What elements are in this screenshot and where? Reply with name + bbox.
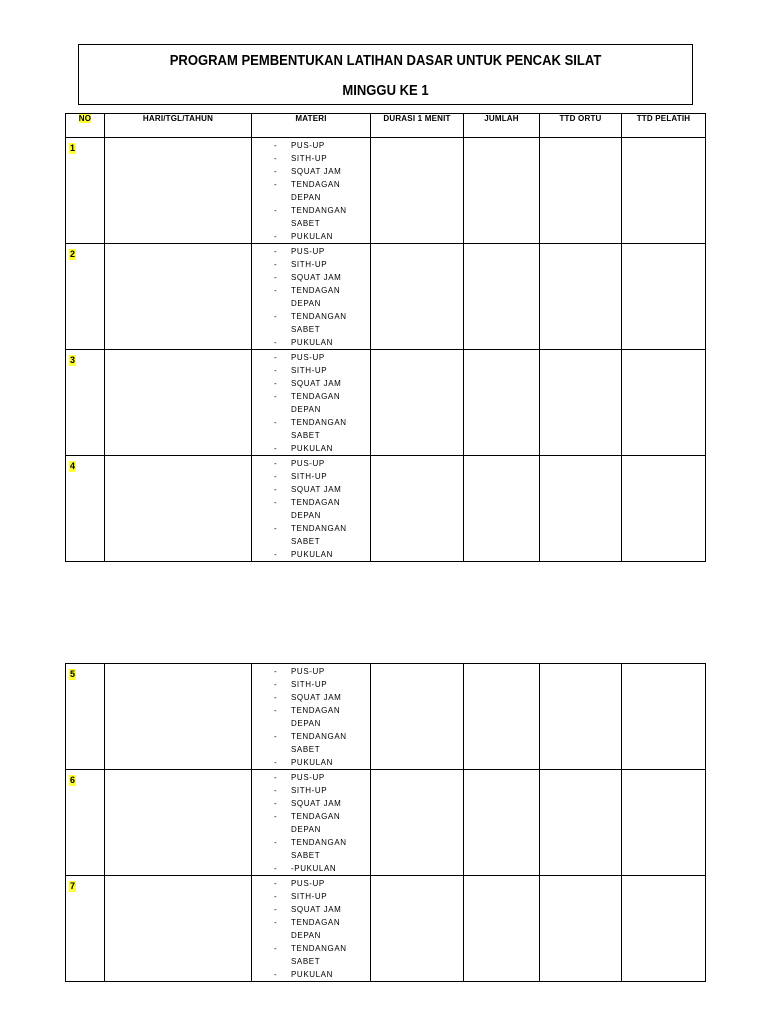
materi-item [252, 258, 351, 271]
cell-date[interactable] [105, 244, 252, 350]
materi-label: TENDAGAN DEPAN [291, 180, 341, 202]
materi-label: SITH-UP [291, 366, 328, 375]
list-dash: - [274, 773, 278, 782]
materi-item [252, 691, 351, 704]
row-number: 4 [70, 461, 76, 471]
materi-item [252, 284, 351, 310]
materi-item [252, 470, 351, 483]
cell-ttd-ortu[interactable] [540, 770, 622, 876]
page-title: PROGRAM PEMBENTUKAN LATIHAN DASAR UNTUK PENCAK SILAT [169, 53, 602, 69]
list-dash: - [274, 680, 278, 689]
materi-item [252, 836, 351, 862]
materi-item [252, 810, 351, 836]
list-dash: - [274, 498, 278, 507]
materi-label: PUKULAN [291, 758, 333, 767]
materi-label: PUKULAN [291, 338, 333, 347]
materi-item [252, 756, 351, 769]
materi-item [252, 416, 351, 442]
cell-date[interactable] [105, 456, 252, 562]
materi-label: PUS-UP [291, 353, 325, 362]
materi-item [252, 204, 351, 230]
list-dash: - [274, 472, 278, 481]
cell-ttd-pelatih[interactable] [622, 664, 706, 770]
materi-item [252, 522, 351, 548]
list-dash: - [274, 786, 278, 795]
row-number: 2 [70, 249, 76, 259]
table-row [66, 244, 706, 350]
materi-item [252, 245, 351, 258]
table-row [66, 350, 706, 456]
cell-no [66, 876, 105, 982]
materi-label: TENDANGAN SABET [291, 944, 347, 966]
list-dash: - [274, 260, 278, 269]
list-dash: - [274, 312, 278, 321]
cell-durasi[interactable] [371, 244, 464, 350]
cell-date[interactable] [105, 770, 252, 876]
materi-item [252, 968, 351, 981]
cell-date[interactable] [105, 664, 252, 770]
cell-date[interactable] [105, 138, 252, 244]
table-header-row [66, 114, 706, 138]
cell-ttd-pelatih[interactable] [622, 456, 706, 562]
cell-materi [252, 664, 371, 770]
materi-label: PUS-UP [291, 773, 325, 782]
list-dash: - [274, 418, 278, 427]
cell-durasi[interactable] [371, 456, 464, 562]
materi-item [252, 916, 351, 942]
list-dash: - [274, 970, 278, 979]
materi-label: PUS-UP [291, 667, 325, 676]
materi-label: PUS-UP [291, 459, 325, 468]
cell-no [66, 244, 105, 350]
week-subtitle: MINGGU KE 1 [342, 83, 429, 99]
list-dash: - [274, 444, 278, 453]
materi-label: SITH-UP [291, 472, 328, 481]
cell-materi [252, 876, 371, 982]
cell-durasi[interactable] [371, 876, 464, 982]
cell-ttd-pelatih[interactable] [622, 138, 706, 244]
cell-jumlah[interactable] [464, 138, 540, 244]
materi-item [252, 377, 351, 390]
cell-date[interactable] [105, 876, 252, 982]
materi-item [252, 877, 351, 890]
cell-ttd-ortu[interactable] [540, 876, 622, 982]
list-dash: - [274, 944, 278, 953]
cell-no [66, 664, 105, 770]
list-dash: - [274, 732, 278, 741]
list-dash: - [274, 141, 278, 150]
materi-label: TENDANGAN SABET [291, 732, 347, 754]
materi-label: SITH-UP [291, 680, 328, 689]
materi-item [252, 942, 351, 968]
list-dash: - [274, 485, 278, 494]
materi-list [252, 457, 370, 561]
materi-item [252, 771, 351, 784]
materi-item [252, 483, 351, 496]
row-number: 6 [70, 775, 76, 785]
list-dash: - [274, 879, 278, 888]
materi-label: SQUAT JAM [291, 905, 342, 914]
list-dash: - [274, 812, 278, 821]
list-dash: - [274, 338, 278, 347]
table-row [66, 770, 706, 876]
cell-no [66, 456, 105, 562]
materi-item [252, 548, 351, 561]
title-box [78, 44, 693, 105]
materi-list [252, 771, 370, 875]
materi-label: TENDAGAN DEPAN [291, 498, 341, 520]
row-number: 3 [70, 355, 76, 365]
materi-item [252, 665, 351, 678]
row-number: 5 [70, 669, 76, 679]
cell-no [66, 138, 105, 244]
list-dash: - [274, 693, 278, 702]
list-dash: - [274, 232, 278, 241]
cell-jumlah[interactable] [464, 876, 540, 982]
materi-item [252, 364, 351, 377]
materi-item [252, 336, 351, 349]
row-number: 1 [70, 143, 76, 153]
cell-jumlah[interactable] [464, 456, 540, 562]
materi-label: TENDAGAN DEPAN [291, 706, 341, 728]
list-dash: - [274, 706, 278, 715]
list-dash: - [274, 838, 278, 847]
list-dash: - [274, 379, 278, 388]
list-dash: - [274, 366, 278, 375]
materi-item [252, 678, 351, 691]
materi-label: SITH-UP [291, 260, 328, 269]
cell-jumlah[interactable] [464, 664, 540, 770]
cell-jumlah[interactable] [464, 770, 540, 876]
materi-item [252, 457, 351, 470]
list-dash: - [274, 892, 278, 901]
list-dash: - [274, 550, 278, 559]
materi-label: TENDANGAN SABET [291, 312, 347, 334]
header-no: NO [66, 114, 105, 138]
cell-ttd-ortu[interactable] [540, 244, 622, 350]
materi-item [252, 903, 351, 916]
materi-label: SQUAT JAM [291, 379, 342, 388]
list-dash: - [274, 392, 278, 401]
materi-label: PUS-UP [291, 141, 325, 150]
cell-durasi[interactable] [371, 138, 464, 244]
materi-label: -PUKULAN [291, 864, 337, 873]
cell-jumlah[interactable] [464, 350, 540, 456]
cell-durasi[interactable] [371, 770, 464, 876]
materi-item [252, 165, 351, 178]
schedule-table-page1 [65, 113, 706, 562]
cell-ttd-pelatih[interactable] [622, 350, 706, 456]
cell-materi [252, 138, 371, 244]
materi-item [252, 351, 351, 364]
materi-list [252, 139, 370, 243]
row-number: 7 [70, 881, 76, 891]
cell-ttd-pelatih[interactable] [622, 876, 706, 982]
materi-item [252, 730, 351, 756]
materi-list [252, 877, 370, 981]
header-durasi: DURASI 1 MENIT [371, 114, 464, 138]
materi-label: PUKULAN [291, 550, 333, 559]
list-dash: - [274, 247, 278, 256]
list-dash: - [274, 758, 278, 767]
materi-list [252, 245, 370, 349]
materi-label: SQUAT JAM [291, 167, 342, 176]
materi-label: TENDAGAN DEPAN [291, 392, 341, 414]
cell-ttd-ortu[interactable] [540, 138, 622, 244]
materi-label: SQUAT JAM [291, 693, 342, 702]
materi-label: PUS-UP [291, 247, 325, 256]
materi-item [252, 784, 351, 797]
materi-label: SQUAT JAM [291, 273, 342, 282]
materi-item [252, 271, 351, 284]
table-row [66, 138, 706, 244]
materi-item [252, 797, 351, 810]
cell-materi [252, 770, 371, 876]
materi-label: PUKULAN [291, 232, 333, 241]
cell-materi [252, 244, 371, 350]
materi-label: PUS-UP [291, 879, 325, 888]
list-dash: - [274, 167, 278, 176]
materi-label: SQUAT JAM [291, 485, 342, 494]
cell-date[interactable] [105, 350, 252, 456]
list-dash: - [274, 273, 278, 282]
cell-no [66, 770, 105, 876]
list-dash: - [274, 180, 278, 189]
header-date: HARI/TGL/TAHUN [105, 114, 252, 138]
materi-list [252, 351, 370, 455]
table-row [66, 876, 706, 982]
materi-item [252, 390, 351, 416]
materi-label: PUKULAN [291, 444, 333, 453]
materi-label: SITH-UP [291, 786, 328, 795]
header-materi: MATERI [252, 114, 371, 138]
materi-item [252, 862, 351, 875]
cell-ttd-pelatih[interactable] [622, 770, 706, 876]
cell-materi [252, 456, 371, 562]
list-dash: - [274, 864, 278, 873]
materi-label: TENDAGAN DEPAN [291, 286, 341, 308]
materi-item [252, 442, 351, 455]
table-row [66, 664, 706, 770]
list-dash: - [274, 206, 278, 215]
materi-label: SITH-UP [291, 154, 328, 163]
list-dash: - [274, 459, 278, 468]
list-dash: - [274, 799, 278, 808]
materi-item [252, 139, 351, 152]
header-jumlah: JUMLAH [464, 114, 540, 138]
cell-ttd-ortu[interactable] [540, 456, 622, 562]
list-dash: - [274, 524, 278, 533]
materi-item [252, 152, 351, 165]
materi-item [252, 178, 351, 204]
cell-jumlah[interactable] [464, 244, 540, 350]
materi-item [252, 496, 351, 522]
cell-durasi[interactable] [371, 664, 464, 770]
cell-materi [252, 350, 371, 456]
materi-label: SQUAT JAM [291, 799, 342, 808]
materi-label: PUKULAN [291, 970, 333, 979]
cell-durasi[interactable] [371, 350, 464, 456]
materi-item [252, 230, 351, 243]
list-dash: - [274, 353, 278, 362]
materi-item [252, 310, 351, 336]
list-dash: - [274, 905, 278, 914]
header-ttd-ortu: TTD ORTU [540, 114, 622, 138]
list-dash: - [274, 286, 278, 295]
cell-ttd-ortu[interactable] [540, 664, 622, 770]
materi-item [252, 704, 351, 730]
cell-ttd-pelatih[interactable] [622, 244, 706, 350]
cell-ttd-ortu[interactable] [540, 350, 622, 456]
cell-no [66, 350, 105, 456]
materi-label: TENDANGAN SABET [291, 524, 347, 546]
list-dash: - [274, 667, 278, 676]
list-dash: - [274, 154, 278, 163]
materi-label: TENDANGAN SABET [291, 418, 347, 440]
materi-label: TENDAGAN DEPAN [291, 812, 341, 834]
materi-label: TENDANGAN SABET [291, 838, 347, 860]
list-dash: - [274, 918, 278, 927]
table-row [66, 456, 706, 562]
materi-label: SITH-UP [291, 892, 328, 901]
schedule-table-page2 [65, 663, 706, 982]
materi-list [252, 665, 370, 769]
materi-item [252, 890, 351, 903]
materi-label: TENDANGAN SABET [291, 206, 347, 228]
materi-label: TENDAGAN DEPAN [291, 918, 341, 940]
header-ttd-pelatih: TTD PELATIH [622, 114, 706, 138]
